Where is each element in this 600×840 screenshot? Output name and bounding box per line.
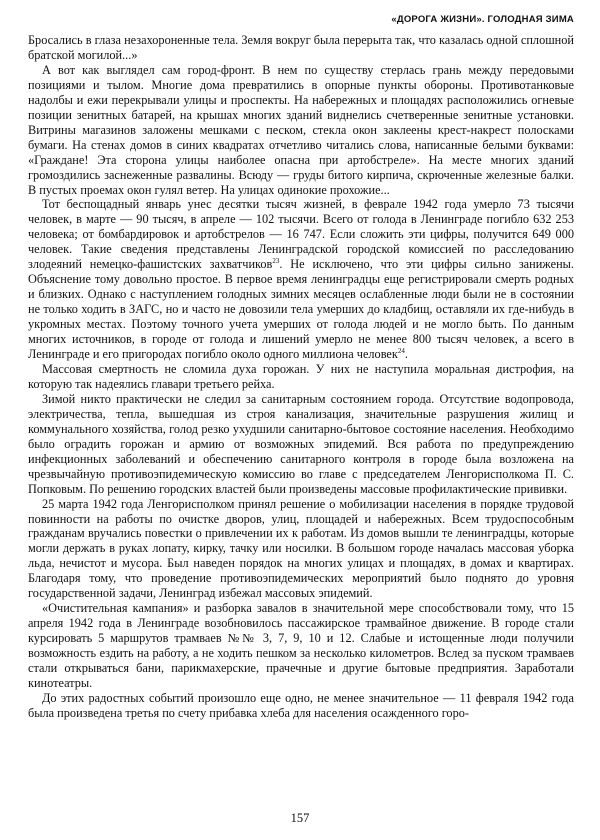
paragraph: «Очистительная кампания» и разборка завалов в значительной мере способствовали тому, что 15 апреля 1942 года в Ленинграде возобновилось пассажирское трамвайное движение. В городе стали курсировать 5 маршрутов трамваев №№ 3, 7, 9, 10 и 12. Слабые и истощенные люди получили возможность ездить на работу, а не ходить пешком за несколько километров. Вслед за пуском трамваев стали открываться бани, парикмахерские, прачечные и другие бытовые предприятия. Заработали кинотеатры. [28, 601, 574, 690]
footnote-marker: 24 [397, 346, 405, 355]
paragraph: А вот как выглядел сам город-фронт. В нем по существу стерлась грань между передовыми позициями и тылом. Многие дома превратились в опорные пункты обороны. Противотанковые надолбы и ежи перекрывали улицы и проспекты. На набережных и площадях расположились огневые позиции зенитных батарей, на крышах многих зданий виднелись счетверенные зенитные установки. Витрины магазинов заложены мешками с песком, стекла окон заклеены крест-накрест полосками бумаги. На стенах домов в синих квадратах отчетливо читались слова, написанные белыми буквами: «Граждане! Эта сторона улицы наиболее опасна при артобстреле». На месте многих зданий громоздились заснеженные развалины. Всюду — груды битого кирпича, скрюченные железные балки. В пустых проемах окон гулял ветер. На улицах одинокие прохожие... [28, 62, 574, 197]
body-text [28, 33, 574, 721]
running-header: «ДОРОГА ЖИЗНИ». ГОЛОДНАЯ ЗИМА [391, 14, 574, 25]
paragraph: Бросались в глаза незахороненные тела. Земля вокруг была перерыта так, что казалась одной сплошной братской могилой...» [28, 33, 574, 62]
paragraph: 25 марта 1942 года Ленгорисполком принял решение о мобилизации населения в порядке трудовой повинности на работы по очистке дворов, улиц, площадей и набережных. Всем трудоспособным гражданам вручались повестки о привлечении их к работам. Из домов вышли те ленинградцы, которые могли держать в руках лопату, кирку, тачку или носилки. В большом городе началась массовая уборка льда, нечистот и мусора. Был наведен порядок на многих улицах и площадях, в домах и квартирах. Благодаря тому, что проведение противоэпидемических мероприятий было поднято до уровня государственной задачи, Ленинград избежал массовых эпидемий. [28, 496, 574, 601]
paragraph: До этих радостных событий произошло еще одно, не менее значительное — 11 февраля 1942 года была произведена третья по счету прибавка хлеба для населения осажденного горо- [28, 690, 574, 720]
paragraph: Зимой никто практически не следил за санитарным состоянием города. Отсутствие водопровода, электричества, тепла, вышедшая из строя канализация, значительные разрушения жилищ и коммунального хозяйства, голод резко ухудшили санитарно-бытовое состояние населения. Необходимо было оградить горожан и армию от возможных эпидемий. Вся работа по предупреждению инфекционных заболеваний и обеспечению санитарного контроля в городе была возложена на чрезвычайную противоэпидемическую комиссию во главе с председателем Ленгорисполкома П. С. Попковым. По решению городских властей были произведены массовые профилактические прививки. [28, 391, 574, 496]
paragraph: Тот беспощадный январь унес десятки тысяч жизней, в феврале 1942 года умерло 73 тысячи человек, в марте — 90 тысяч, в апреле — 102 тысячи. Всего от голода в Ленинграде погибло 632 253 человека; от бомбардировок и артобстрелов — 16 747. Если сложить эти цифры, получится 649 000 человек. Такие сведения представлены Ленинградской городской комиссией по расследованию злодеяний немецко-фашистских захватчиков$^{23}$. Не исключено, что эти цифры сильно занижены. Объяснение тому довольно простое. В первое время ленинградцы еще регистрировали смерть родных и близких. Однако с наступлением голодных зимних месяцев ослабленные люди были не в состоянии не только ходить в ЗАГС, но и часто не довозили тела умерших до кладбищ, оставляли их где-нибудь в укромных местах. Поэтому точного учета умерших от голода людей и не могло быть. По данным многих источников, в городе от голода и лишений умерло не менее 800 тысяч человек, а всего в Ленинграде и его пригородах погибло около одного миллиона человек$^{24}$. [28, 197, 575, 362]
paragraph: Массовая смертность не сломила духа горожан. У них не наступила моральная дистрофия, на которую так надеялись главари третьего рейха. [28, 361, 574, 391]
footnote-marker: 23 [272, 257, 280, 266]
page-number: 157 [290, 811, 310, 825]
